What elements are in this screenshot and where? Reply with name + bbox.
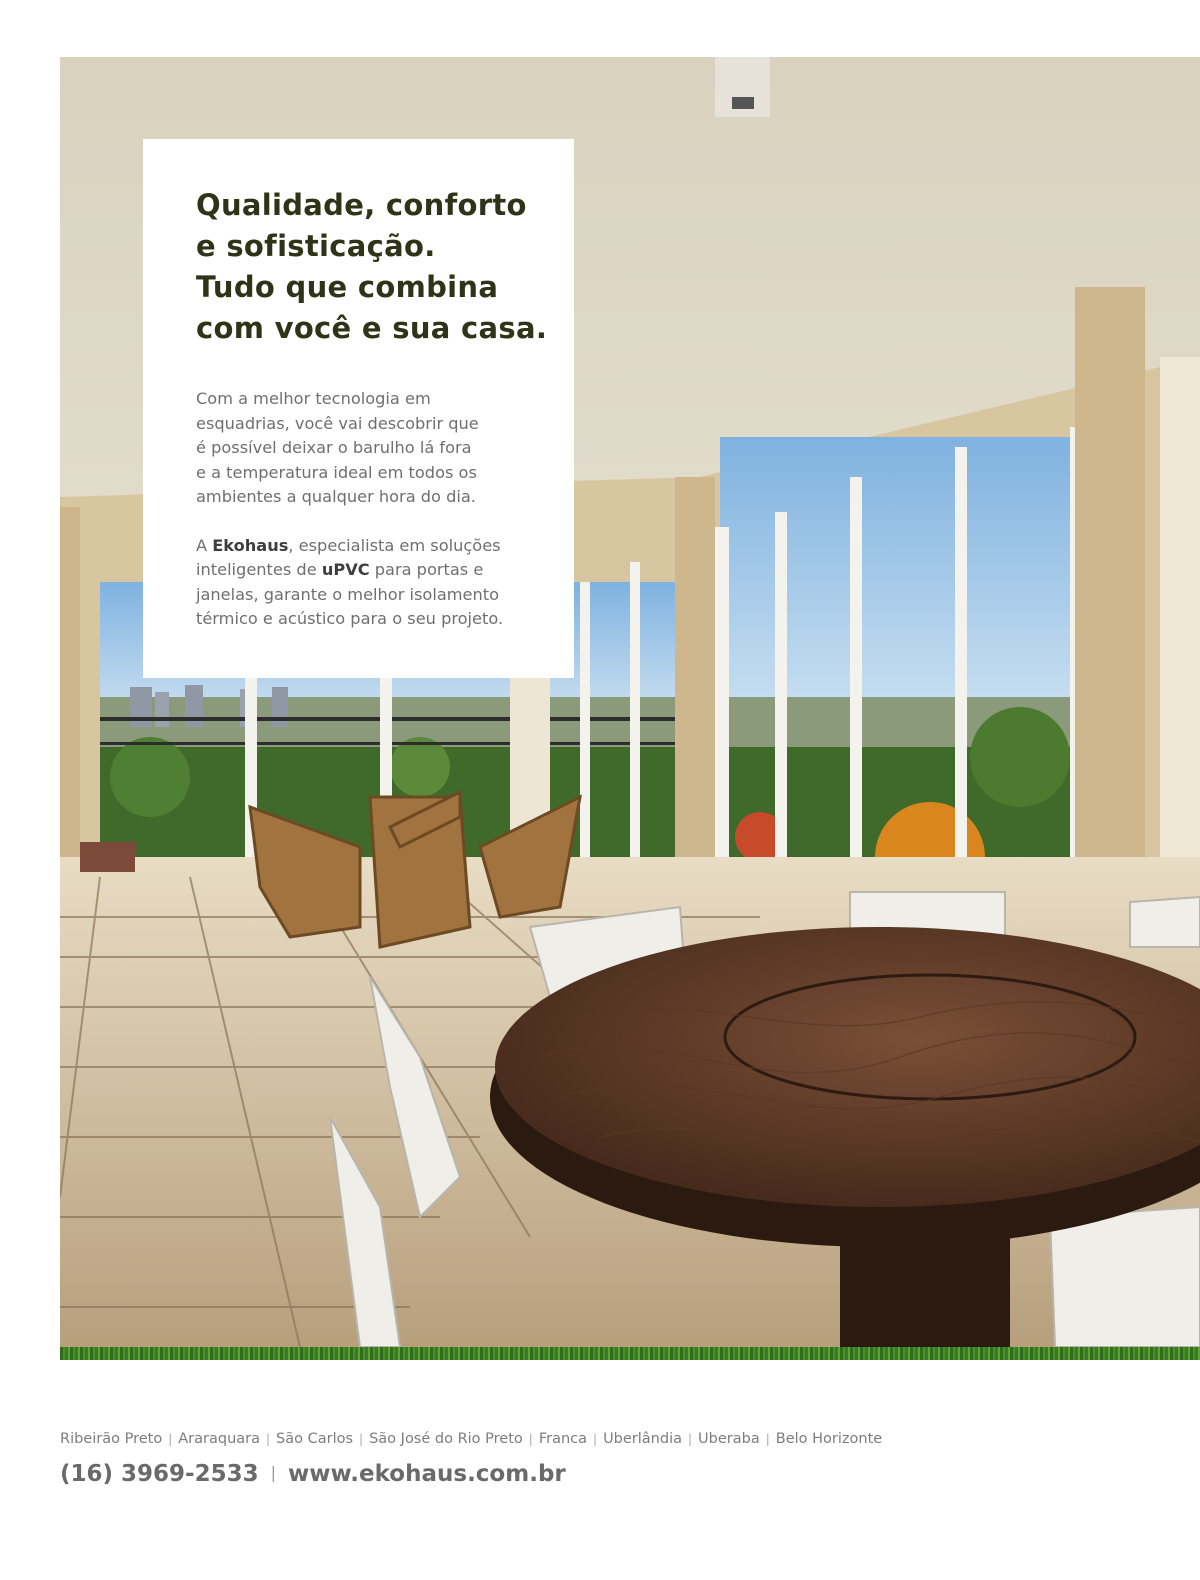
- headline-line: e sofisticação.: [196, 229, 436, 263]
- city: São Carlos: [276, 1431, 354, 1447]
- cities-list: [60, 1431, 882, 1447]
- city: Franca: [538, 1431, 588, 1447]
- headline-line: com você e sua casa.: [196, 311, 548, 345]
- website-link[interactable]: www.ekohaus.com.br: [288, 1461, 566, 1487]
- body-line: e a temperatura ideal em todos os: [196, 462, 477, 482]
- body-line: janelas, garante o melhor isolamento: [196, 584, 499, 604]
- text-fragment: , especialista em soluções: [288, 535, 501, 555]
- text-fragment: inteligentes de: [196, 560, 322, 579]
- body-line: ambientes a qualquer hora do dia.: [196, 487, 476, 506]
- phone-number: (16) 3969-2533: [60, 1461, 259, 1487]
- brand-name: Ekohaus: [212, 535, 289, 555]
- body-line: é possível deixar o barulho lá fora: [196, 438, 472, 457]
- headline-line: Tudo que combina: [196, 270, 499, 304]
- text-card: [143, 139, 574, 678]
- body-line: [196, 558, 544, 583]
- city: Uberlândia: [603, 1431, 682, 1447]
- contact-line: [60, 1461, 566, 1487]
- body-line: térmico e acústico para o seu projeto.: [196, 609, 504, 628]
- grass-strip: [60, 1347, 1200, 1360]
- separator: |: [593, 1432, 598, 1446]
- separator: |: [687, 1432, 693, 1446]
- separator: |: [270, 1463, 277, 1482]
- body-paragraph-2: [196, 534, 544, 632]
- material-name: uPVC: [321, 560, 370, 579]
- city: Ribeirão Preto: [60, 1431, 163, 1447]
- city: São José do Rio Preto: [369, 1431, 523, 1447]
- body-paragraph-1: [196, 387, 544, 510]
- city: Belo Horizonte: [775, 1431, 883, 1447]
- city: Araraquara: [178, 1431, 260, 1447]
- separator: |: [168, 1432, 173, 1446]
- separator: |: [266, 1432, 271, 1446]
- headline: [196, 185, 548, 349]
- body-line: Com a melhor tecnologia em: [196, 389, 431, 408]
- body-line: esquadrias, você vai descobrir que: [196, 413, 479, 433]
- separator: |: [359, 1432, 364, 1446]
- body-line: [196, 534, 544, 559]
- separator: |: [765, 1432, 770, 1446]
- city: Uberaba: [698, 1431, 760, 1447]
- text-fragment: A: [196, 535, 213, 555]
- headline-line: Qualidade, conforto: [196, 188, 527, 222]
- text-fragment: para portas e: [369, 560, 484, 579]
- separator: |: [528, 1432, 533, 1446]
